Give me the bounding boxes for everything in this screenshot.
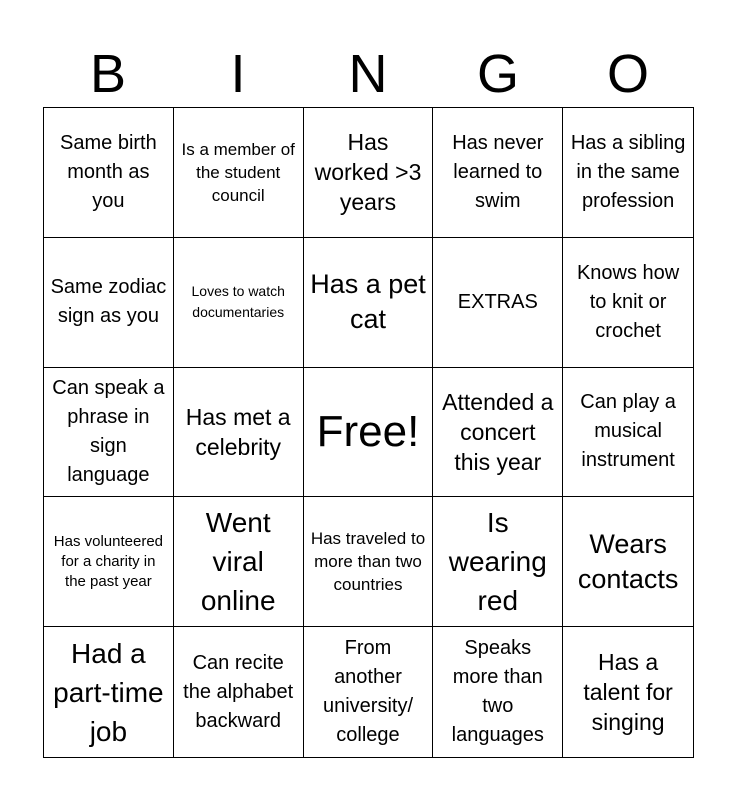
cell-text: EXTRAS (457, 290, 538, 313)
bingo-cell[interactable] (563, 238, 693, 368)
bingo-cell[interactable] (174, 627, 304, 757)
bingo-cell[interactable] (44, 497, 174, 627)
bingo-cell[interactable] (563, 627, 693, 757)
bingo-cell[interactable] (174, 368, 304, 498)
bingo-cell[interactable] (44, 108, 174, 238)
cell-text: Went viral online (200, 507, 276, 617)
bingo-cell[interactable] (433, 238, 563, 368)
bingo-cell[interactable] (304, 497, 434, 627)
bingo-cell[interactable] (174, 238, 304, 368)
cell-text: Has a talent for singing (583, 649, 673, 736)
bingo-cell[interactable] (304, 627, 434, 757)
cell-text: Same zodiac sign as you (50, 276, 167, 328)
cell-text: Same birth month as you (60, 131, 157, 212)
header-letter-i: I (230, 44, 246, 104)
bingo-cell[interactable] (44, 368, 174, 498)
bingo-header (43, 40, 693, 108)
cell-text: Attended a concert this year (442, 388, 554, 475)
cell-text: Has traveled to more than two countries (310, 529, 426, 595)
bingo-cell[interactable] (433, 368, 563, 498)
cell-text: Has worked >3 years (314, 129, 422, 216)
bingo-cell[interactable] (44, 238, 174, 368)
cell-text: Can speak a phrase in sign language (52, 376, 165, 486)
bingo-board (43, 107, 694, 758)
bingo-cell[interactable] (174, 497, 304, 627)
cell-text: From another university/ college (322, 637, 413, 747)
header-letter-g: G (476, 44, 519, 104)
cell-text: Has met a celebrity (185, 403, 291, 460)
bingo-cell[interactable] (304, 108, 434, 238)
cell-text: Knows how to knit or crochet (576, 261, 680, 342)
bingo-cell[interactable] (433, 627, 563, 757)
cell-text: Has volunteered for a charity in the past year (53, 532, 164, 590)
header-letter-b: B (89, 44, 127, 104)
bingo-cell[interactable] (433, 108, 563, 238)
bingo-cell[interactable] (563, 497, 693, 627)
bingo-cell[interactable] (433, 497, 563, 627)
cell-text: Has never learned to swim (452, 131, 544, 212)
bingo-cell[interactable] (563, 108, 693, 238)
bingo-cell[interactable] (304, 238, 434, 368)
header-letter-n: N (348, 44, 388, 104)
bingo-cell[interactable] (563, 368, 693, 498)
cell-text: Has a sibling in the same profession (570, 131, 686, 212)
cell-text: Is a member of the student council (181, 139, 295, 205)
header-letter-o: O (606, 44, 649, 104)
cell-text: Loves to watch documentaries (191, 283, 285, 321)
cell-text: Speaks more than two languages (451, 637, 544, 747)
cell-text: Wears contacts (577, 528, 679, 594)
cell-text: Can play a musical instrument (580, 391, 676, 472)
cell-text: Can recite the alphabet backward (183, 651, 294, 732)
bingo-cell[interactable] (174, 108, 304, 238)
cell-text: Had a part-time job (53, 637, 164, 747)
cell-text: Has a pet cat (310, 269, 426, 335)
cell-text: Is wearing red (448, 507, 547, 617)
cell-text: Free! (316, 406, 420, 456)
bingo-cell[interactable] (44, 627, 174, 757)
bingo-cell-free[interactable] (304, 368, 434, 498)
